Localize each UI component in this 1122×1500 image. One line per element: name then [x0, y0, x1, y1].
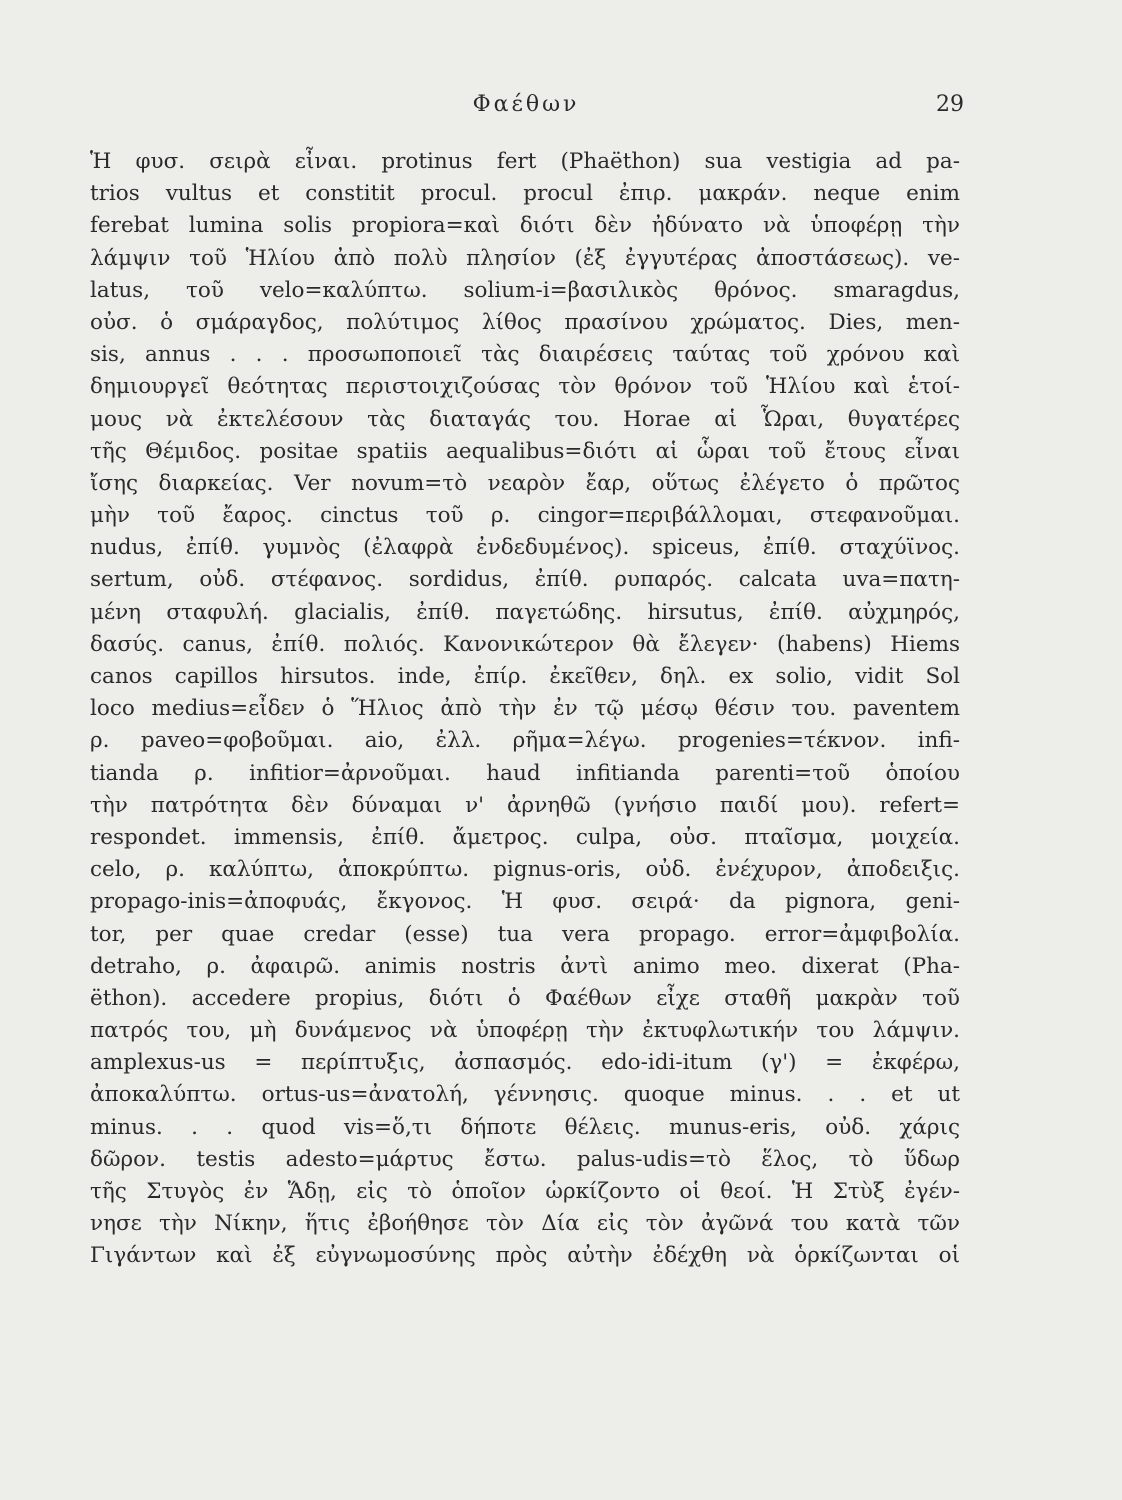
- text-line: μους νὰ ἐκτελέσουν τὰς διαταγάς του. Horae αἱ Ὧραι, θυγατέρες: [90, 406, 960, 432]
- text-line: μένη σταφυλή. glacialis, ἐπίθ. παγετώδης. hirsutus, ἐπίθ. αὐχμηρός,: [90, 599, 960, 625]
- text-line: sis, annus . . . προσωποποιεῖ τὰς διαιρέσεις ταύτας τοῦ χρόνου καὶ: [90, 342, 960, 368]
- text-line: amplexus-us = περίπτυξις, ἀσπασμός. edo-idi-itum (γ') = ἐκφέρω,: [90, 1050, 960, 1076]
- text-line: tor, per quae credar (esse) tua vera propago. error=ἀμφιβολία.: [90, 921, 960, 947]
- running-title: Φαέθων: [472, 92, 580, 117]
- text-line: respondet. immensis, ἐπίθ. ἄμετρος. culpa, οὐσ. πταῖσμα, μοιχεία.: [90, 824, 960, 850]
- text-line: τῆς Θέμιδος. positae spatiis aequalibus=διότι αἱ ὧραι τοῦ ἔτους εἶναι: [90, 438, 960, 464]
- body-text: [90, 146, 960, 1273]
- text-line: νησε τὴν Νίκην, ἥτις ἐβοήθησε τὸν Δία εἰς τὸν ἀγῶνά του κατὰ τῶν: [90, 1211, 960, 1237]
- text-line: λάμψιν τοῦ Ἡλίου ἀπὸ πολὺ πλησίον (ἐξ ἐγγυτέρας ἀποστάσεως). ve-: [90, 245, 960, 271]
- text-line: ἀποκαλύπτω. ortus-us=ἀνατολή, γέννησις. quoque minus. . . et ut: [90, 1082, 960, 1108]
- text-line: ρ. paveo=φοβοῦμαι. aio, ἐλλ. ρῆμα=λέγω. progenies=τέκνον. infi-: [90, 728, 960, 754]
- text-line: τὴν πατρότητα δὲν δύναμαι ν' ἀρνηθῶ (γνήσιο παιδί μου). refert=: [90, 792, 960, 818]
- text-line: δῶρον. testis adesto=μάρτυς ἔστω. palus-udis=τὸ ἕλος, τὸ ὕδωρ: [90, 1146, 960, 1172]
- text-line: celo, ρ. καλύπτω, ἀποκρύπτω. pignus-oris, οὐδ. ἐνέχυρον, ἀποδειξις.: [90, 857, 960, 883]
- text-line: μὴν τοῦ ἔαρος. cinctus τοῦ ρ. cingor=περιβάλλομαι, στεφανοῦμαι.: [90, 503, 960, 529]
- text-line: Ἡ φυσ. σειρὰ εἶναι. protinus fert (Phaëthon) sua vestigia ad pa-: [90, 149, 960, 174]
- text-line: πατρός του, μὴ δυνάμενος νὰ ὑποφέρῃ τὴν ἐκτυφλωτικήν του λάμψιν.: [90, 1018, 960, 1044]
- text-line: canos capillos hirsutos. inde, ἐπίρ. ἐκεῖθεν, δηλ. ex solio, vidit Sol: [90, 664, 960, 689]
- page-number: 29: [936, 92, 964, 117]
- text-line: sertum, οὐδ. στέφανος. sordidus, ἐπίθ. ρυπαρός. calcata uva=πατη-: [90, 567, 960, 593]
- text-line: minus. . . quod vis=ὅ,τι δήποτε θέλεις. munus-eris, οὐδ. χάρις: [90, 1114, 960, 1140]
- text-line: δασύς. canus, ἐπίθ. πολιός. Κανονικώτερον θὰ ἔλεγεν· (habens) Hiems: [90, 631, 960, 657]
- text-line: trios vultus et constitit procul. procul ἐπιρ. μακράν. neque enim: [90, 181, 960, 207]
- text-line: loco medius=εἶδεν ὁ Ἥλιος ἀπὸ τὴν ἐν τῷ μέσῳ θέσιν του. paventem: [90, 696, 960, 722]
- text-line: tianda ρ. infitior=ἀρνοῦμαι. haud infitianda parenti=τοῦ ὁποίου: [90, 760, 960, 786]
- text-line: detraho, ρ. ἀφαιρῶ. animis nostris ἀντὶ animo meo. dixerat (Pha-: [90, 953, 960, 979]
- text-line: propago-inis=ἀποφυάς, ἔκγονος. Ἡ φυσ. σειρά· da pignora, geni-: [90, 889, 960, 915]
- text-line: δημιουργεῖ θεότητας περιστοιχιζούσας τὸν θρόνον τοῦ Ἡλίου καὶ ἑτοί-: [90, 374, 960, 400]
- page-header: [88, 92, 964, 132]
- text-line: τῆς Στυγὸς ἐν Ἅδῃ, εἰς τὸ ὁποῖον ὡρκίζοντο οἱ θεοί. Ἡ Στὺξ ἐγέν-: [90, 1179, 960, 1204]
- text-line: nudus, ἐπίθ. γυμνὸς (ἐλαφρὰ ἐνδεδυμένος). spiceus, ἐπίθ. σταχύϊνος.: [90, 535, 960, 561]
- text-line: ëthon). accedere propius, διότι ὁ Φαέθων εἶχε σταθῆ μακρὰν τοῦ: [90, 985, 960, 1011]
- text-line: οὐσ. ὁ σμάραγδος, πολύτιμος λίθος πρασίνου χρώματος. Dies, men-: [90, 309, 960, 335]
- text-line: Γιγάντων καὶ ἐξ εὐγνωμοσύνης πρὸς αὐτὴν ἐδέχθη νὰ ὁρκίζωνται οἱ: [90, 1243, 960, 1269]
- text-line: ἴσης διαρκείας. Ver novum=τὸ νεαρὸν ἔαρ, οὕτως ἐλέγετο ὁ πρῶτος: [90, 470, 960, 496]
- text-line: ferebat lumina solis propiora=καὶ διότι δὲν ἠδύνατο νὰ ὑποφέρῃ τὴν: [90, 213, 960, 239]
- text-line: latus, τοῦ velo=καλύπτω. solium-i=βασιλικὸς θρόνος. smaragdus,: [90, 277, 960, 303]
